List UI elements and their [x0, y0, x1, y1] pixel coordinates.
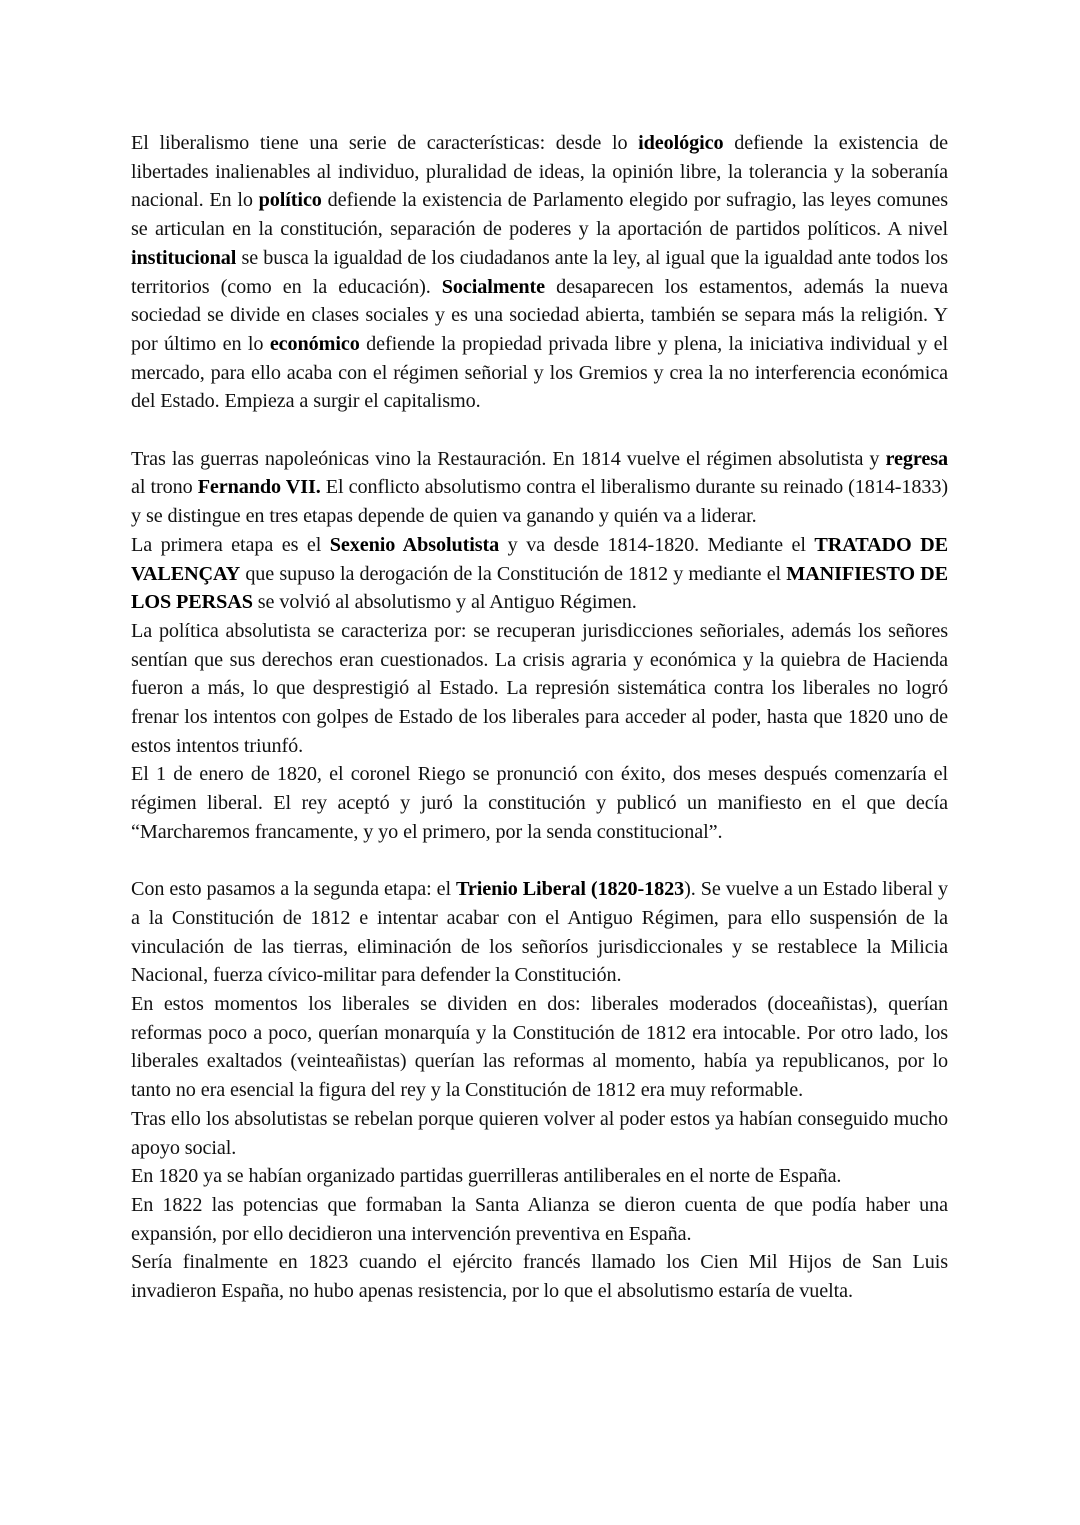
text-run: La primera etapa es el	[131, 533, 330, 556]
paragraph-absolutistas-rebelan	[131, 1105, 948, 1162]
paragraph-cien-mil-hijos-1823	[131, 1248, 948, 1305]
paragraph-riego	[131, 760, 948, 846]
bold-term-tratado-valencay: TRATADO DE VALENÇAY	[131, 533, 948, 585]
text-run: y va desde 1814-1820. Mediante el	[499, 533, 815, 556]
document-page	[131, 129, 948, 1306]
paragraph-partidas-1820	[131, 1162, 948, 1191]
text-run: al trono	[131, 476, 198, 499]
bold-term-years: 1820-1823	[597, 878, 685, 901]
paragraph-gap	[131, 847, 948, 876]
bold-term-manifiesto-persas: MANIFIESTO DE LOS PERSAS	[131, 562, 948, 614]
text-run: Con esto pasamos a la segunda etapa: el	[131, 878, 456, 901]
text-run: Tras las guerras napoleónicas vino la Restauración. En 1814 vuelve el régimen absolutista y	[131, 447, 886, 470]
bold-term-regresa: regresa	[885, 447, 948, 470]
paragraph-restauracion	[131, 445, 948, 531]
paragraph-gap	[131, 416, 948, 445]
bold-term-sexenio-absolutista: Sexenio Absolutista	[329, 533, 500, 556]
text-run: El liberalismo tiene una serie de características: desde lo	[131, 132, 639, 154]
text-run: defiende la existencia de Parlamento elegido por sufragio, las leyes comunes se articulan en la constitución, separación de poderes y la aportación de partidos políticos. A nivel	[131, 189, 948, 241]
text-run: se volvió al absolutismo y al Antiguo Régimen.	[252, 591, 637, 614]
paragraph-liberales-divididos	[131, 990, 948, 1105]
text-run: En 1822 las potencias que formaban la Santa Alianza se dieron cuenta de que podía haber una expansión, por ello decidieron una intervención preventiva en España.	[131, 1193, 948, 1245]
text-run: que supuso la derogación de la Constitución de 1812 y mediante el	[240, 562, 787, 585]
text-run: defiende la propiedad privada libre y plena, la iniciativa individual y el mercado, para ello acaba con el régimen señorial y los Gremios y crea la no interferencia económica del Estado. Empieza a surgir el capitalismo.	[131, 332, 948, 413]
text-run: En 1820 ya se habían organizado partidas guerrilleras antiliberales en el norte de España.	[131, 1165, 842, 1188]
text-run: desaparecen los estamentos, además la nueva sociedad se divide en clases sociales y es una sociedad abierta, también se separa más la religión. Y por último en lo	[131, 275, 948, 355]
bold-term-trienio-liberal: Trienio Liberal	[455, 878, 586, 901]
paragraph-santa-alianza-1822	[131, 1191, 948, 1248]
text-run: ). Se vuelve a un Estado liberal y a la Constitución de 1812 e intentar acabar con el Antiguo Régimen, para ello suspensión de la vinculación de las tierras, eliminación de los señoríos jurisdiccionales y se restablece la Milicia Nacional, fuerza cívico-militar para defender la Constitución.	[131, 878, 948, 987]
bold-term-fernando-vii: Fernando VII.	[197, 476, 321, 499]
text-run: El conflicto absolutismo contra el liberalismo durante su reinado (1814-1833) y se distingue en tres etapas depende de quien va ganando y quién va a liderar.	[131, 476, 948, 528]
text-run: La política absolutista se caracteriza por: se recuperan jurisdicciones señoriales, además los señores sentían que sus derechos eran cuestionados. La crisis agraria y económica y la quiebra de Hacienda fueron a más, lo que desprestigió al Estado. La represión sistemática contra los liberales no logró frenar los intentos con golpes de Estado de los liberales para acceder al poder, hasta que 1820 uno de estos intentos triunfó.	[131, 619, 948, 757]
bold-paren-open: (	[585, 878, 598, 901]
text-run: defiende la existencia de libertades inalienables al individuo, pluralidad de ideas, la opinión libre, la tolerancia y la soberanía nacional. En lo	[131, 132, 948, 212]
text-run: Tras ello los absolutistas se rebelan porque quieren volver al poder estos ya habían conseguido mucho apoyo social.	[131, 1107, 948, 1159]
bold-term-ideologico: ideológico	[638, 132, 724, 154]
bold-term-politico: político	[258, 189, 322, 212]
paragraph-liberalism-characteristics	[131, 129, 948, 416]
text-run: se busca la igualdad de los ciudadanos ante la ley, al igual que la igualdad ante todos los territorios (como en la educación).	[131, 246, 948, 298]
paragraph-trienio-liberal	[131, 875, 948, 990]
text-run: Sería finalmente en 1823 cuando el ejército francés llamado los Cien Mil Hijos de San Luis invadieron España, no hubo apenas resistencia, por lo que el absolutismo estaría de vuelta.	[131, 1251, 948, 1303]
paragraph-sexenio-absolutista	[131, 531, 948, 617]
bold-term-institucional: institucional	[131, 246, 237, 269]
bold-term-socialmente: Socialmente	[441, 275, 545, 298]
text-run: El 1 de enero de 1820, el coronel Riego se pronunció con éxito, dos meses después comenzaría el régimen liberal. El rey aceptó y juró la constitución y publicó un manifiesto en el que decía “Marcharemos francamente, y yo el primero, por la senda constitucional”.	[131, 763, 948, 843]
bold-term-economico: económico	[269, 332, 360, 355]
paragraph-politica-absolutista	[131, 617, 948, 761]
text-run: En estos momentos los liberales se dividen en dos: liberales moderados (doceañistas), querían reformas poco a poco, querían monarquía y la Constitución de 1812 era intocable. Por otro lado, los liberales exaltados (veinteañistas) querían las reformas al momento, había ya republicanos, por lo tanto no era esencial la figura del rey y la Constitución de 1812 era muy reformable.	[131, 993, 948, 1102]
